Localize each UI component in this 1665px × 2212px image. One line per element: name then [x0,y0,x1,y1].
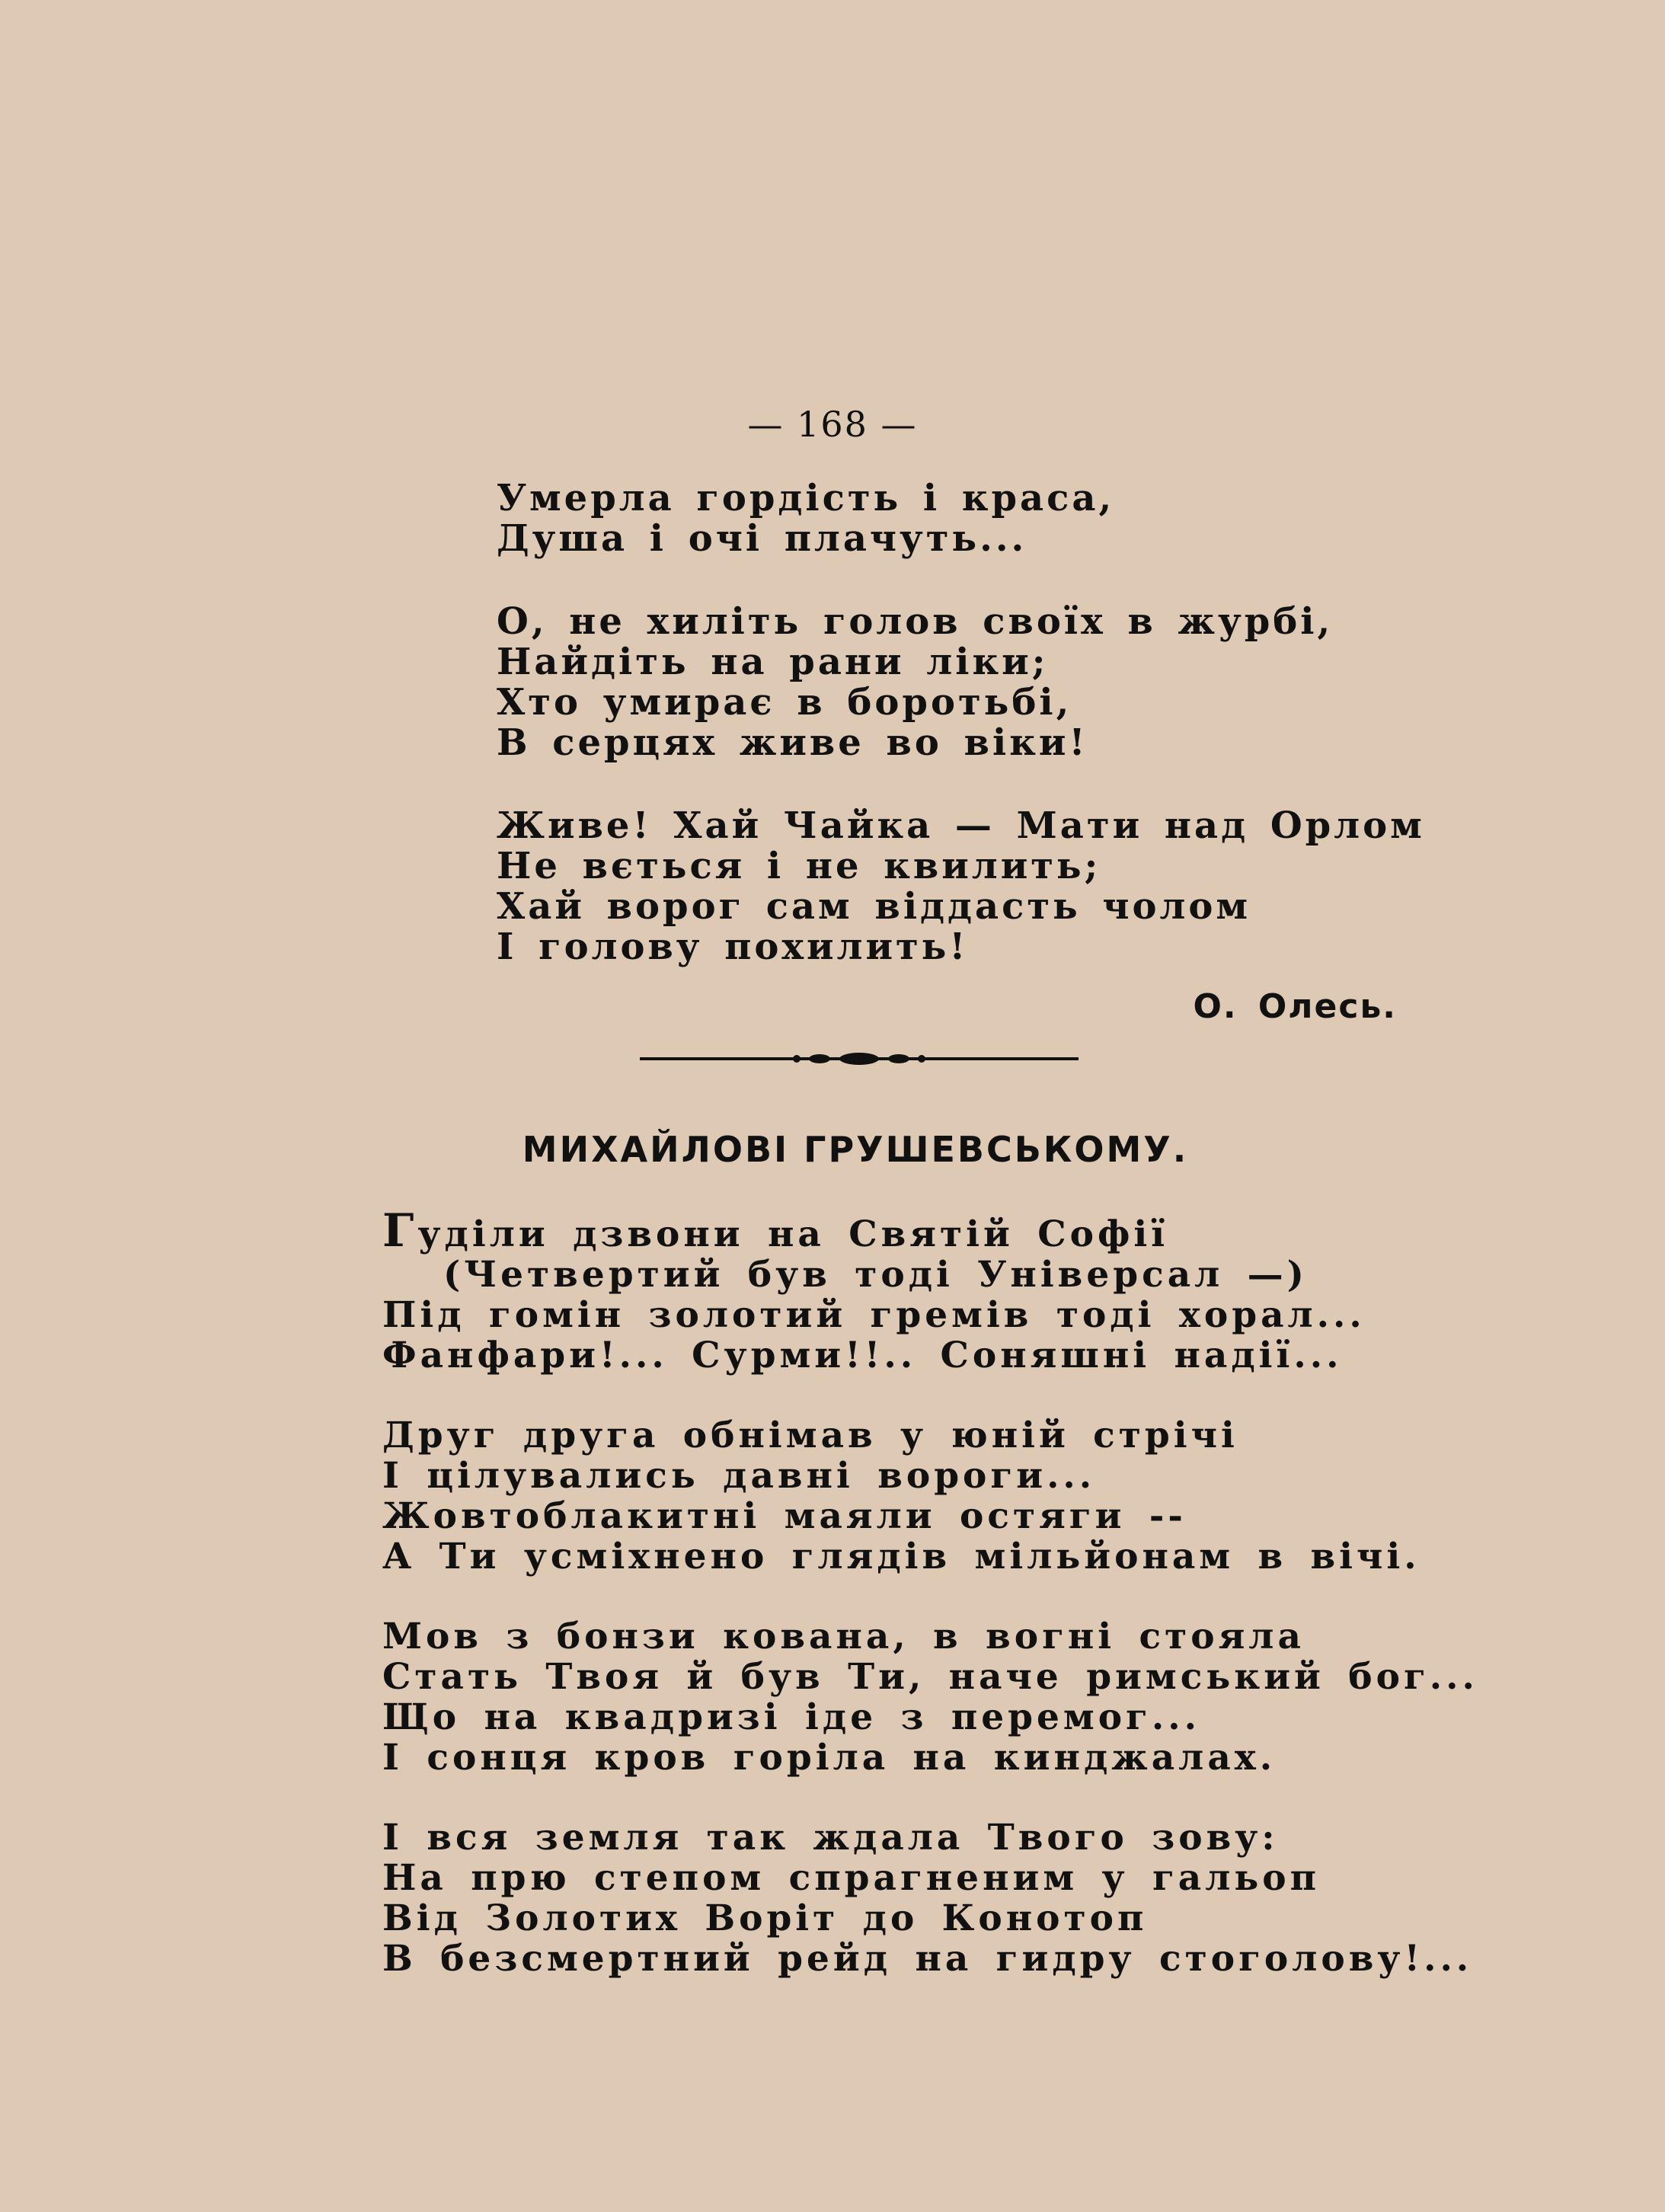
poem1-line: Не вється і не квилить; [497,845,1101,887]
poem-hrushevsky [382,1204,1478,2019]
poem2-line-text: уділи дзвони на Святій Софії [417,1213,1169,1255]
poem2-line: Мов з бонзи кована, в вогні стояла [382,1616,1305,1657]
poem2-title: МИХАЙЛОВІ ГРУШЕВСЬКОМУ. [522,1129,1189,1170]
poem2-stanza-1 [382,1204,1449,1376]
poem1-stanza-2 [497,602,1411,763]
poem-olesya [497,477,1425,1010]
poem1-line: Найдіть на рани ліки; [497,641,1049,683]
poem2-line: І вся земля так ждала Твого зову: [382,1817,1279,1859]
poem1-line: О, не хиліть голов своїх в журбі, [497,600,1334,643]
poem2-line: (Четвертий був тоді Універсал —) [443,1254,1308,1296]
drop-cap: Г [382,1204,418,1258]
poem2-line: Друг друга обнімав у юній стрічі [382,1414,1238,1456]
poem2-line: Стать Твоя й був Ти, наче римський бог... [382,1656,1478,1698]
poem1-line: Живе! Хай Чайка — Мати над Орлом [497,804,1425,847]
poem2-stanza-4 [382,1817,1473,1980]
poem2-line: Жовтоблакитні маяли остяги -- [382,1495,1187,1537]
poem2-line: Фанфари!... Сурми!!.. Соняшні надії... [382,1335,1343,1376]
poem2-line: Що на квадризі іде з перемог... [382,1696,1200,1738]
page-number: — 168 — [747,404,918,445]
poem1-author: О. Олесь. [1193,987,1397,1026]
poem1-line: Умерла гордість і краса, [497,477,1115,519]
poem1-line: В серцях живе во віки! [497,721,1088,764]
poem2-line: В безсмертний рейд на гидру стоголову!... [382,1938,1473,1980]
poem2-line: На прю степом спрагненим у гальоп [382,1857,1321,1899]
poem2-line: І сонця кров горіла на кинджалах. [382,1737,1277,1779]
ornament-divider [640,1045,1079,1072]
poem2-stanza-3 [382,1616,1478,1779]
poem2-line: А Ти усміхнено глядів мільйонам в вічі. [382,1536,1421,1577]
poem1-line: І голову похилить! [497,925,969,968]
poem2-stanza-2 [382,1415,1449,1577]
poem2-line: Від Золотих Воріт до Конотоп [382,1897,1148,1939]
poem2-line: І цілувались давні вороги... [382,1455,1096,1497]
poem1-stanza-1 [497,478,1411,559]
poem1-line: Хай ворог сам віддасть чолом [497,885,1251,928]
poem2-line [382,1204,1449,1258]
poem1-stanza-3 [497,804,1425,968]
poem2-line: Під гомін золотий гремів тоді хорал... [382,1294,1366,1336]
poem1-line: Хто умирає в боротьбі, [497,681,1072,724]
poem1-line: Душа і очі плачуть... [497,517,1027,560]
